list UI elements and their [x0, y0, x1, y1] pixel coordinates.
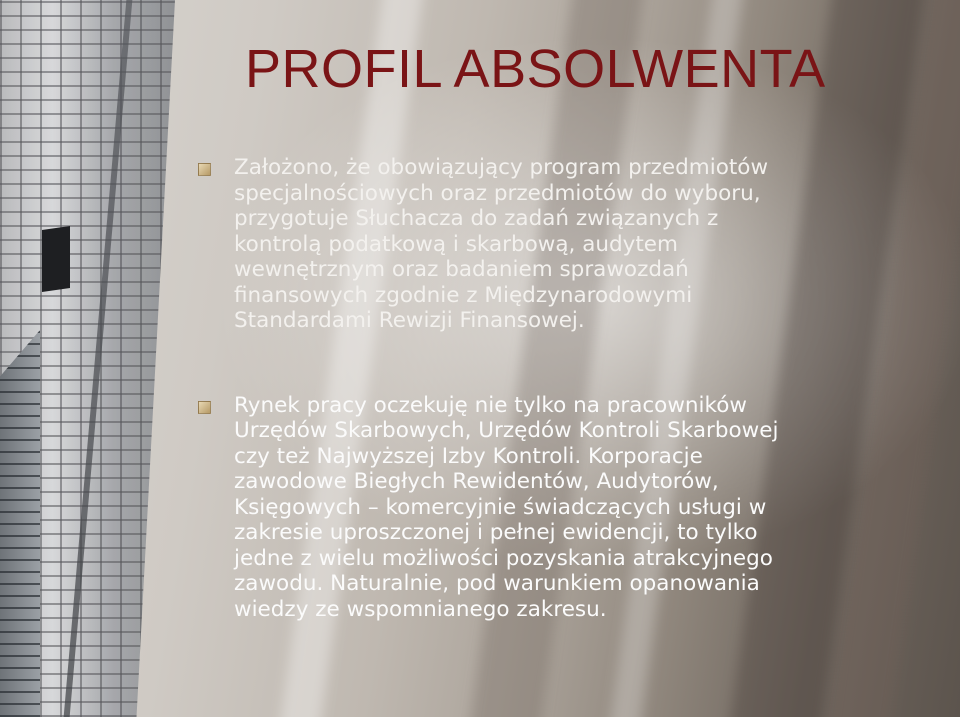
bullet-text: Rynek pracy oczekuję nie tylko na pracowników Urzędów Skarbowych, Urzędów Kontroli Skarbowej czy też Najwyższej Izby Kontroli. Korporacje zawodowe Biegłych Rewidentów, Audytorów, Księgowych – komercyjnie świadczących usługi w zakresie uproszczonej i pełnej ewidencji, to tylko jedne z wielu możliwości pozyskania atrakcyjnego zawodu. Naturalnie, pod warunkiem opanowania wiedzy ze wspomnianego zakresu. [234, 392, 779, 622]
skyscraper-lower-building [0, 330, 40, 717]
bullet-list [196, 155, 916, 622]
square-bullet-icon [198, 163, 211, 176]
bullet-text: Założono, że obowiązujący program przedmiotów specjalnościowych oraz przedmiotów do wyboru, przygotuje Słuchacza do zadań związanych z kontrolą podatkową i skarbową, audytem wewnętrznym oraz badaniem sprawozdań finansowych zgodnie z Międzynarodowymi Standardami Rewizji Finansowej. [234, 155, 769, 333]
bullet-item [196, 393, 916, 623]
slide-title: PROFIL ABSOLWENTA [245, 39, 826, 99]
skyscraper-window [42, 226, 70, 292]
square-bullet-icon [198, 401, 211, 414]
bullet-item [196, 155, 916, 334]
